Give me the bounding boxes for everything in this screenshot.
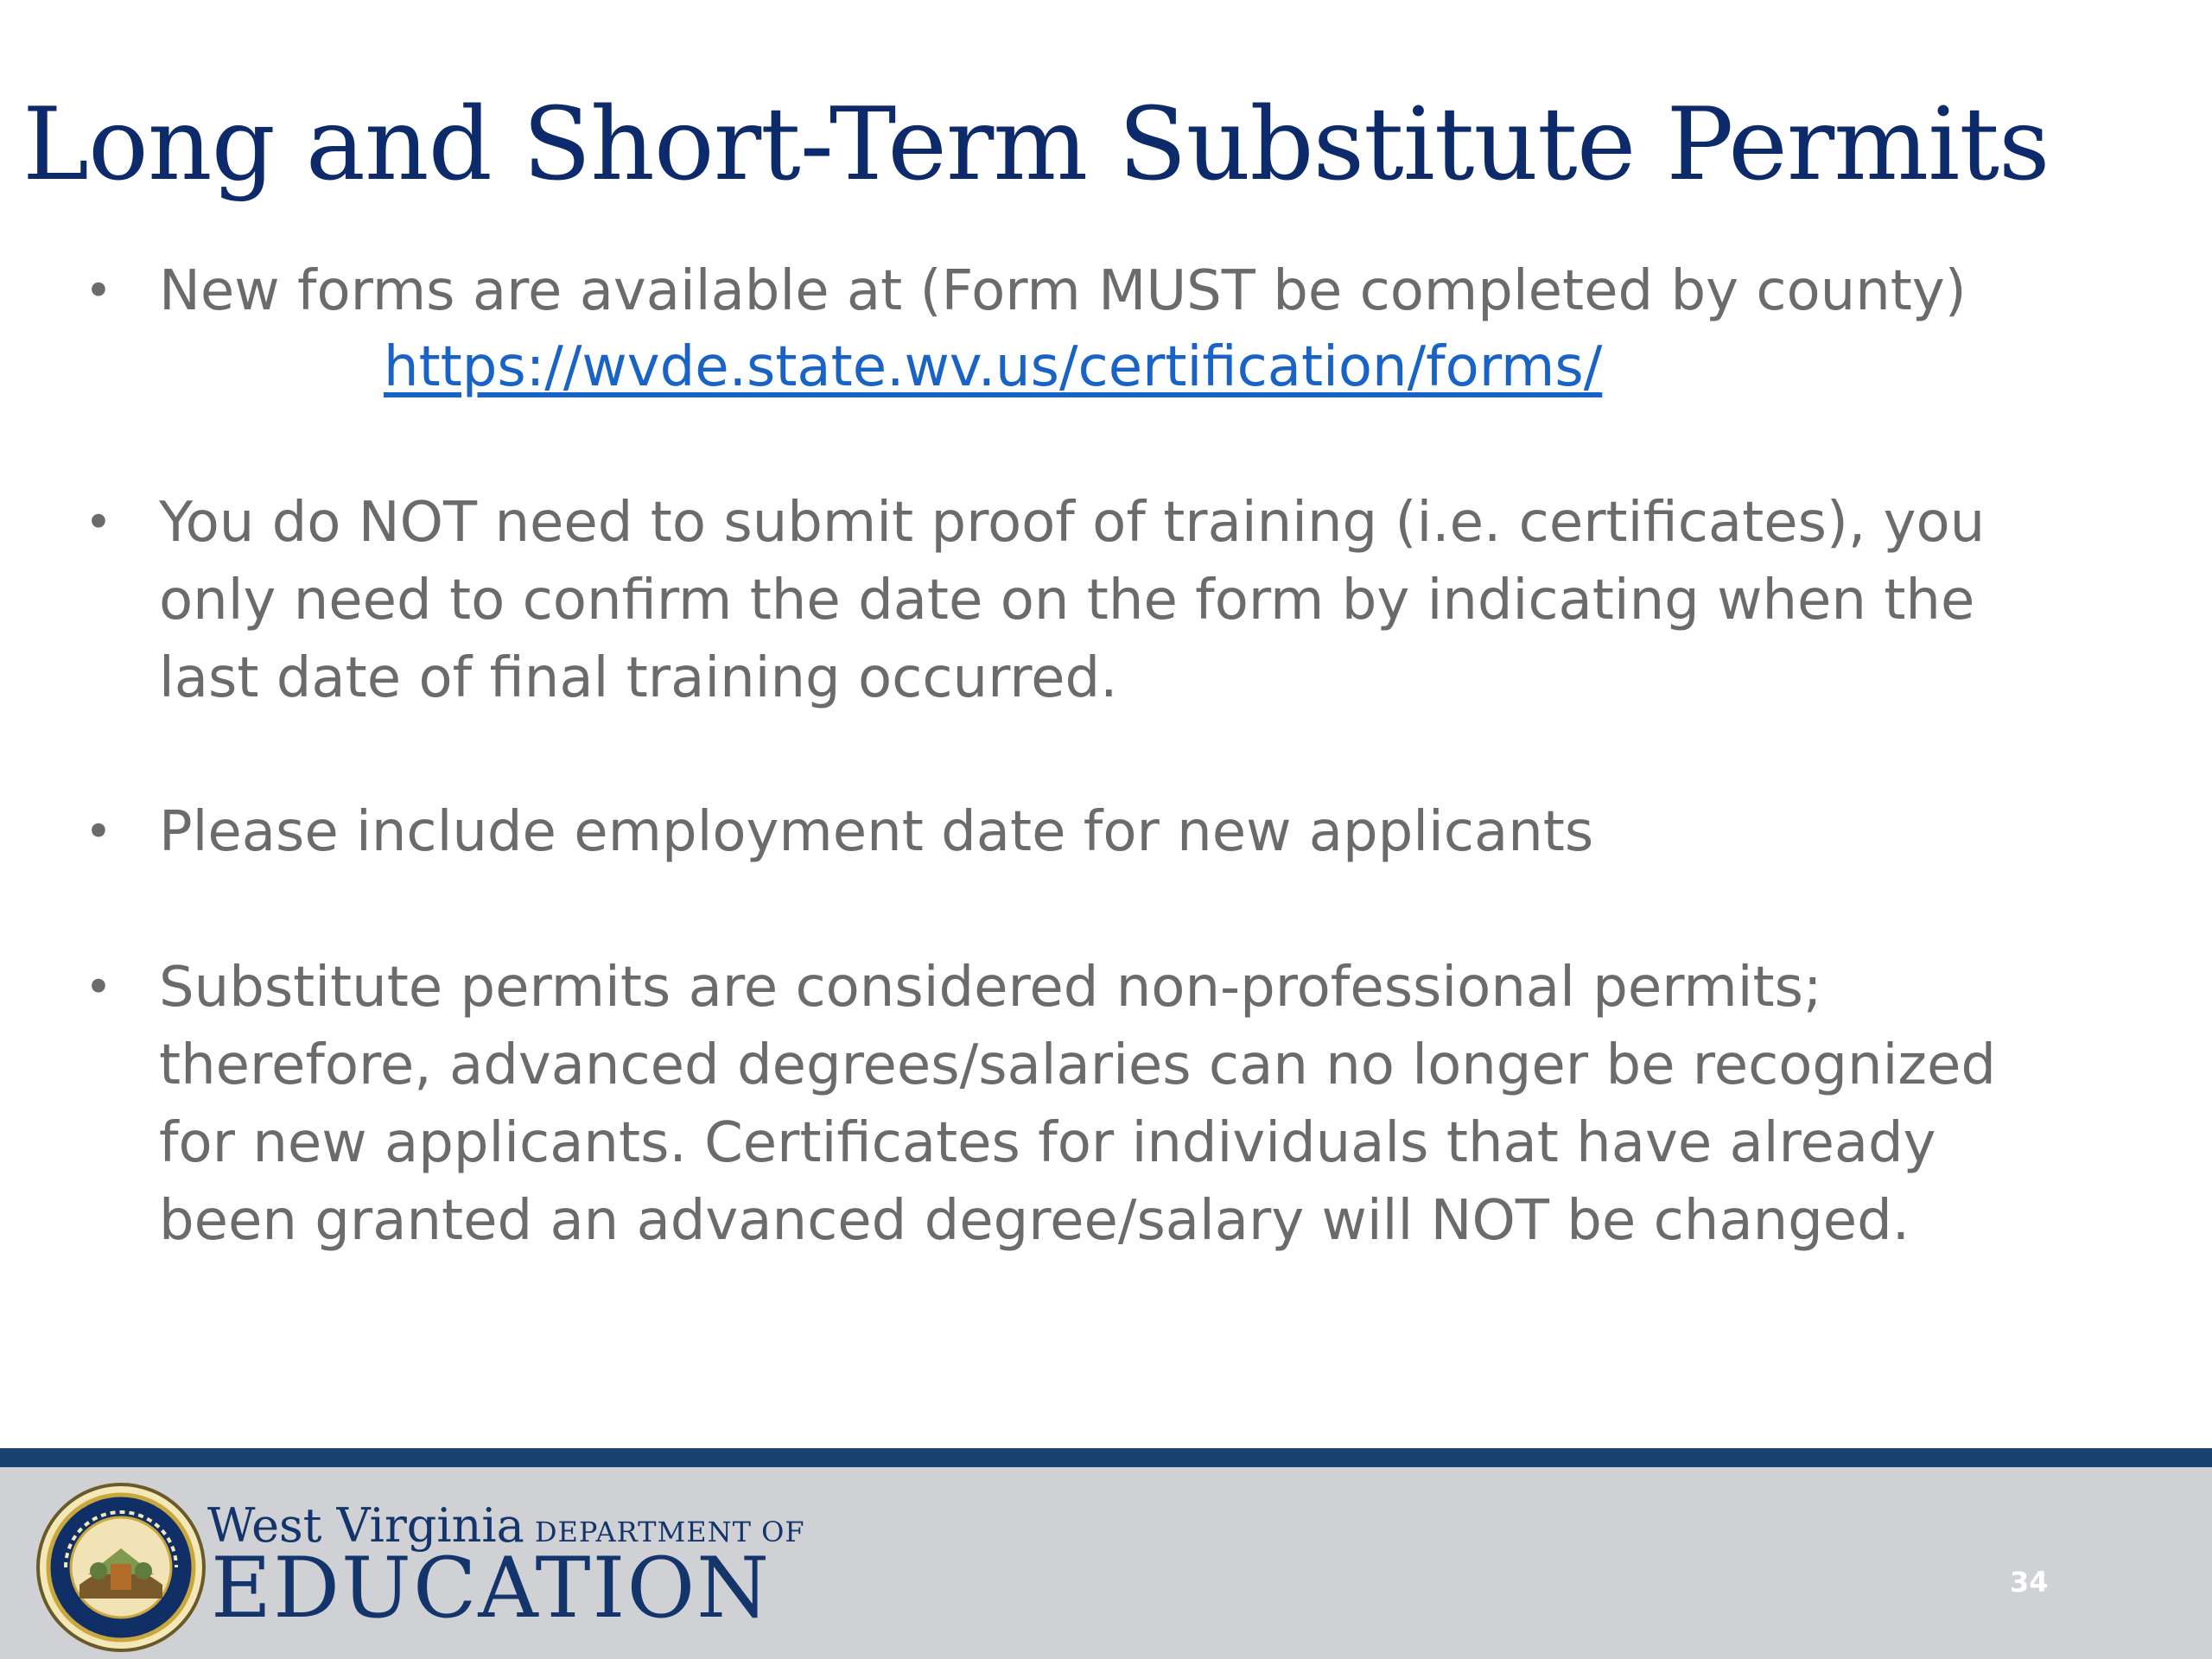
- bullet-marker: •: [85, 495, 112, 550]
- slide-title: Long and Short-Term Substitute Permits: [22, 86, 2050, 203]
- bullet-text: You do NOT need to submit proof of training (i.e. certificates), you only need to confirm the date on the form by indicating when the last date of final training occurred.: [159, 491, 1986, 710]
- bullet-marker: •: [85, 960, 112, 1014]
- org-dept-label: DEPARTMENT OF: [534, 1516, 805, 1548]
- bullet-text: Substitute permits are considered non-professional permits; therefore, advanced degrees/salaries can no longer be recognized for new applicants. Certificates for individuals that have already been granted an advanced degree/salary will NOT be changed.: [159, 956, 1996, 1253]
- bullet-marker: •: [85, 804, 112, 859]
- org-state-name: West Virginia: [207, 1498, 524, 1553]
- bullet-text: New forms are available at (Form MUST be completed by county): [159, 259, 1967, 323]
- state-seal-icon: [35, 1481, 207, 1654]
- bullet-text: Please include employment date for new applicants: [159, 800, 1594, 864]
- bullet-marker: •: [85, 264, 112, 318]
- page-number: 34: [2010, 1566, 2049, 1599]
- footer-rule: [0, 1448, 2212, 1467]
- org-name-line2: EDUCATION: [211, 1540, 772, 1637]
- footer-band: [0, 1448, 2212, 1659]
- forms-link[interactable]: https://wvde.state.wv.us/certification/forms/: [384, 335, 1603, 399]
